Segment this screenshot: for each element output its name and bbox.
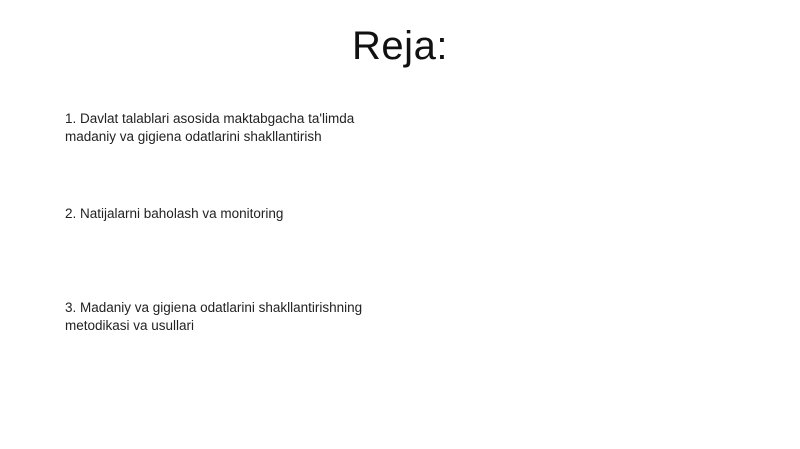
slide-title: Reja: [352, 24, 448, 68]
plan-item-1: 1. Davlat talablari asosida maktabgacha ta'limda madaniy va gigiena odatlarini shakllantirish [65, 111, 355, 144]
plan-item-2: 2. Natijalarni baholash va monitoring [65, 206, 284, 221]
plan-item-3: 3. Madaniy va gigiena odatlarini shakllantirishning metodikasi va usullari [65, 300, 363, 333]
